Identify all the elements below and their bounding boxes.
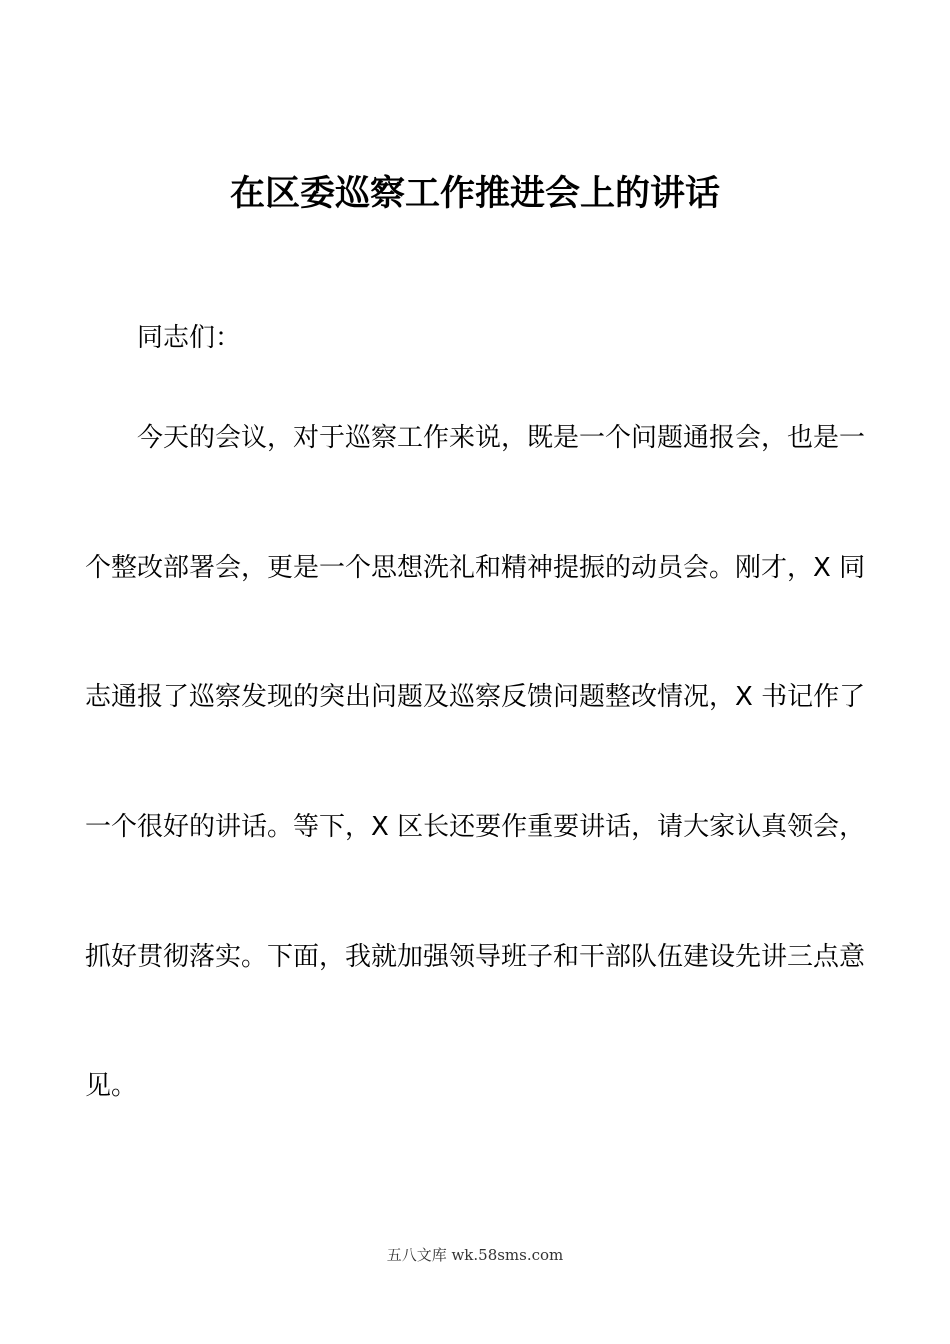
- paragraph-line-4: 一个很好的讲话。等下，X 区长还要作重要讲话，请大家认真领会，: [85, 812, 866, 842]
- paragraph-line-6: 见。: [85, 1071, 138, 1101]
- salutation: 同志们：: [137, 323, 242, 353]
- paragraph-line-2: 个整改部署会，更是一个思想洗礼和精神提振的动员会。刚才，X 同: [85, 553, 866, 583]
- paragraph-line-3: 志通报了巡察发现的突出问题及巡察反馈问题整改情况，X 书记作了: [85, 682, 866, 712]
- footer-watermark: 五八文库 wk.58sms.com: [386, 1246, 564, 1264]
- paragraph-line-1: 今天的会议，对于巡察工作来说，既是一个问题通报会，也是一: [137, 423, 866, 453]
- paragraph-line-5: 抓好贯彻落实。下面，我就加强领导班子和干部队伍建设先讲三点意: [85, 942, 866, 972]
- document-title: 在区委巡察工作推进会上的讲话: [229, 174, 720, 214]
